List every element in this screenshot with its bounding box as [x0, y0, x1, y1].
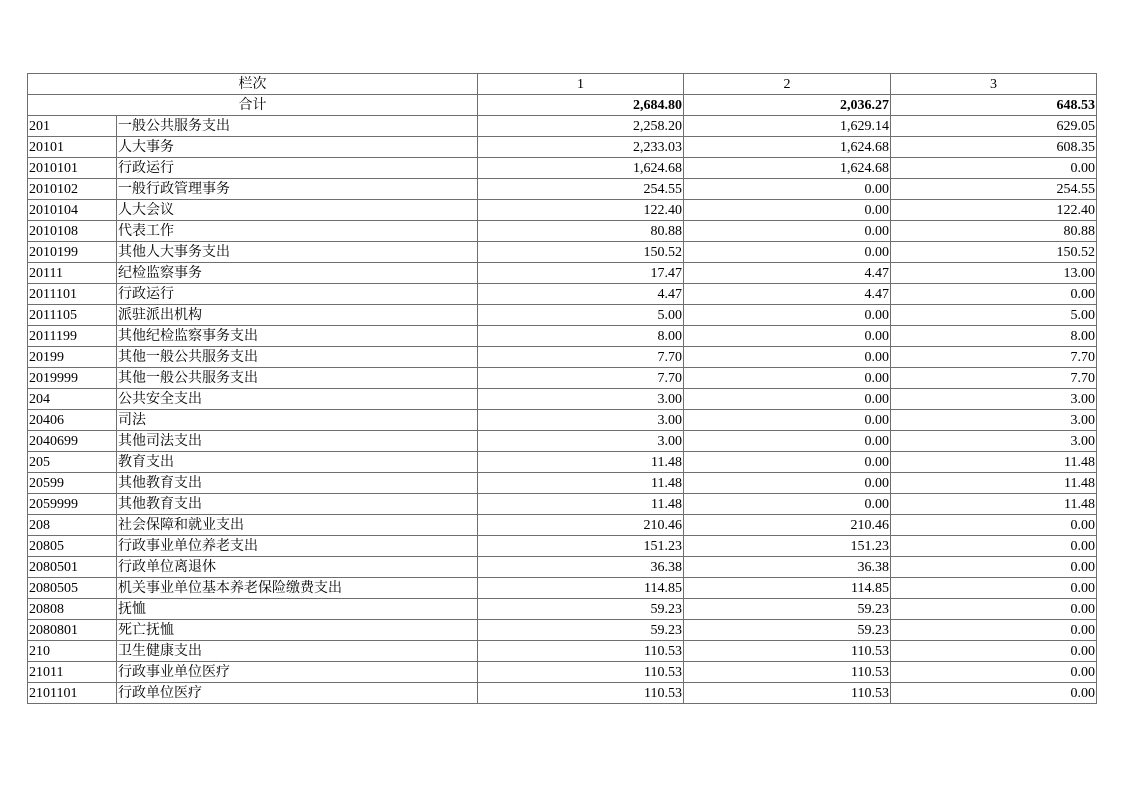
value-3-cell: 0.00	[891, 536, 1097, 557]
value-1-cell: 151.23	[478, 536, 684, 557]
table-row	[28, 326, 1097, 347]
code-cell: 2080801	[28, 620, 117, 641]
column-index-label: 栏次	[28, 74, 478, 95]
table-row	[28, 305, 1097, 326]
code-cell: 204	[28, 389, 117, 410]
column-index-2: 2	[684, 74, 891, 95]
table-row	[28, 200, 1097, 221]
table-row	[28, 620, 1097, 641]
table-row	[28, 683, 1097, 704]
value-2-cell: 4.47	[684, 263, 891, 284]
value-2-cell: 59.23	[684, 599, 891, 620]
table-row	[28, 389, 1097, 410]
code-cell: 201	[28, 116, 117, 137]
value-2-cell: 1,629.14	[684, 116, 891, 137]
value-3-cell: 608.35	[891, 137, 1097, 158]
total-value-3: 648.53	[891, 95, 1097, 116]
table-row	[28, 515, 1097, 536]
table-row	[28, 242, 1097, 263]
code-cell: 2101101	[28, 683, 117, 704]
value-3-cell: 0.00	[891, 284, 1097, 305]
name-cell: 公共安全支出	[117, 389, 478, 410]
table-row	[28, 221, 1097, 242]
value-3-cell: 8.00	[891, 326, 1097, 347]
value-3-cell: 3.00	[891, 431, 1097, 452]
name-cell: 其他纪检监察事务支出	[117, 326, 478, 347]
name-cell: 行政事业单位养老支出	[117, 536, 478, 557]
code-cell: 2011105	[28, 305, 117, 326]
value-1-cell: 114.85	[478, 578, 684, 599]
name-cell: 其他教育支出	[117, 473, 478, 494]
value-1-cell: 3.00	[478, 410, 684, 431]
value-2-cell: 4.47	[684, 284, 891, 305]
value-3-cell: 11.48	[891, 452, 1097, 473]
name-cell: 司法	[117, 410, 478, 431]
value-2-cell: 110.53	[684, 641, 891, 662]
name-cell: 纪检监察事务	[117, 263, 478, 284]
name-cell: 人大会议	[117, 200, 478, 221]
value-2-cell: 151.23	[684, 536, 891, 557]
code-cell: 20406	[28, 410, 117, 431]
value-3-cell: 11.48	[891, 494, 1097, 515]
value-1-cell: 3.00	[478, 389, 684, 410]
code-cell: 20808	[28, 599, 117, 620]
value-2-cell: 0.00	[684, 242, 891, 263]
value-1-cell: 122.40	[478, 200, 684, 221]
table-row	[28, 347, 1097, 368]
name-cell: 机关事业单位基本养老保险缴费支出	[117, 578, 478, 599]
total-label: 合计	[28, 95, 478, 116]
table-row	[28, 263, 1097, 284]
value-1-cell: 59.23	[478, 620, 684, 641]
name-cell: 行政事业单位医疗	[117, 662, 478, 683]
table-row	[28, 116, 1097, 137]
code-cell: 2080501	[28, 557, 117, 578]
value-3-cell: 0.00	[891, 158, 1097, 179]
code-cell: 2011101	[28, 284, 117, 305]
value-1-cell: 7.70	[478, 347, 684, 368]
value-3-cell: 80.88	[891, 221, 1097, 242]
value-3-cell: 254.55	[891, 179, 1097, 200]
table-row	[28, 137, 1097, 158]
name-cell: 行政运行	[117, 158, 478, 179]
value-3-cell: 11.48	[891, 473, 1097, 494]
value-3-cell: 0.00	[891, 620, 1097, 641]
value-2-cell: 0.00	[684, 200, 891, 221]
value-1-cell: 2,233.03	[478, 137, 684, 158]
code-cell: 2040699	[28, 431, 117, 452]
value-3-cell: 0.00	[891, 683, 1097, 704]
code-cell: 20805	[28, 536, 117, 557]
table-row	[28, 431, 1097, 452]
value-1-cell: 36.38	[478, 557, 684, 578]
value-1-cell: 11.48	[478, 494, 684, 515]
table-row	[28, 452, 1097, 473]
value-2-cell: 0.00	[684, 221, 891, 242]
table-row	[28, 557, 1097, 578]
name-cell: 死亡抚恤	[117, 620, 478, 641]
value-3-cell: 7.70	[891, 347, 1097, 368]
name-cell: 人大事务	[117, 137, 478, 158]
value-2-cell: 0.00	[684, 368, 891, 389]
table-row	[28, 641, 1097, 662]
code-cell: 2059999	[28, 494, 117, 515]
value-2-cell: 114.85	[684, 578, 891, 599]
value-2-cell: 36.38	[684, 557, 891, 578]
name-cell: 其他司法支出	[117, 431, 478, 452]
table-row	[28, 368, 1097, 389]
table-row	[28, 284, 1097, 305]
value-1-cell: 210.46	[478, 515, 684, 536]
table-row	[28, 599, 1097, 620]
value-3-cell: 7.70	[891, 368, 1097, 389]
code-cell: 2010104	[28, 200, 117, 221]
value-3-cell: 150.52	[891, 242, 1097, 263]
value-3-cell: 0.00	[891, 578, 1097, 599]
value-1-cell: 59.23	[478, 599, 684, 620]
code-cell: 21011	[28, 662, 117, 683]
name-cell: 行政运行	[117, 284, 478, 305]
name-cell: 行政单位离退休	[117, 557, 478, 578]
table-row	[28, 179, 1097, 200]
value-1-cell: 1,624.68	[478, 158, 684, 179]
value-2-cell: 0.00	[684, 305, 891, 326]
total-row	[28, 95, 1097, 116]
code-cell: 2080505	[28, 578, 117, 599]
value-2-cell: 0.00	[684, 452, 891, 473]
value-1-cell: 254.55	[478, 179, 684, 200]
code-cell: 20111	[28, 263, 117, 284]
value-1-cell: 2,258.20	[478, 116, 684, 137]
value-3-cell: 5.00	[891, 305, 1097, 326]
code-cell: 20599	[28, 473, 117, 494]
table-row	[28, 578, 1097, 599]
column-index-row	[28, 74, 1097, 95]
value-3-cell: 0.00	[891, 557, 1097, 578]
value-2-cell: 0.00	[684, 347, 891, 368]
value-3-cell: 3.00	[891, 410, 1097, 431]
table-row	[28, 494, 1097, 515]
total-value-1: 2,684.80	[478, 95, 684, 116]
value-3-cell: 3.00	[891, 389, 1097, 410]
code-cell: 20101	[28, 137, 117, 158]
value-1-cell: 4.47	[478, 284, 684, 305]
value-1-cell: 110.53	[478, 662, 684, 683]
value-1-cell: 3.00	[478, 431, 684, 452]
name-cell: 社会保障和就业支出	[117, 515, 478, 536]
value-2-cell: 110.53	[684, 662, 891, 683]
value-2-cell: 0.00	[684, 410, 891, 431]
value-3-cell: 13.00	[891, 263, 1097, 284]
value-1-cell: 150.52	[478, 242, 684, 263]
value-1-cell: 11.48	[478, 473, 684, 494]
table-row	[28, 410, 1097, 431]
value-1-cell: 5.00	[478, 305, 684, 326]
code-cell: 2010199	[28, 242, 117, 263]
code-cell: 205	[28, 452, 117, 473]
value-1-cell: 17.47	[478, 263, 684, 284]
table-row	[28, 158, 1097, 179]
value-1-cell: 8.00	[478, 326, 684, 347]
table-row	[28, 536, 1097, 557]
name-cell: 代表工作	[117, 221, 478, 242]
name-cell: 抚恤	[117, 599, 478, 620]
code-cell: 2010101	[28, 158, 117, 179]
code-cell: 20199	[28, 347, 117, 368]
name-cell: 其他人大事务支出	[117, 242, 478, 263]
name-cell: 其他一般公共服务支出	[117, 368, 478, 389]
value-3-cell: 0.00	[891, 641, 1097, 662]
name-cell: 其他一般公共服务支出	[117, 347, 478, 368]
value-2-cell: 0.00	[684, 473, 891, 494]
code-cell: 2010102	[28, 179, 117, 200]
value-3-cell: 0.00	[891, 662, 1097, 683]
value-2-cell: 0.00	[684, 326, 891, 347]
value-2-cell: 110.53	[684, 683, 891, 704]
value-2-cell: 210.46	[684, 515, 891, 536]
column-index-1: 1	[478, 74, 684, 95]
code-cell: 2011199	[28, 326, 117, 347]
value-2-cell: 0.00	[684, 389, 891, 410]
value-1-cell: 110.53	[478, 641, 684, 662]
value-2-cell: 0.00	[684, 431, 891, 452]
budget-table-body	[28, 74, 1097, 704]
value-2-cell: 0.00	[684, 494, 891, 515]
value-1-cell: 80.88	[478, 221, 684, 242]
total-value-2: 2,036.27	[684, 95, 891, 116]
value-3-cell: 0.00	[891, 599, 1097, 620]
code-cell: 2019999	[28, 368, 117, 389]
name-cell: 一般公共服务支出	[117, 116, 478, 137]
name-cell: 其他教育支出	[117, 494, 478, 515]
value-1-cell: 11.48	[478, 452, 684, 473]
value-2-cell: 59.23	[684, 620, 891, 641]
name-cell: 一般行政管理事务	[117, 179, 478, 200]
name-cell: 卫生健康支出	[117, 641, 478, 662]
code-cell: 2010108	[28, 221, 117, 242]
value-1-cell: 110.53	[478, 683, 684, 704]
code-cell: 208	[28, 515, 117, 536]
table-row	[28, 662, 1097, 683]
value-2-cell: 1,624.68	[684, 158, 891, 179]
table-row	[28, 473, 1097, 494]
value-2-cell: 0.00	[684, 179, 891, 200]
name-cell: 派驻派出机构	[117, 305, 478, 326]
budget-table	[27, 73, 1097, 704]
value-1-cell: 7.70	[478, 368, 684, 389]
column-index-3: 3	[891, 74, 1097, 95]
value-3-cell: 122.40	[891, 200, 1097, 221]
value-2-cell: 1,624.68	[684, 137, 891, 158]
value-3-cell: 0.00	[891, 515, 1097, 536]
name-cell: 教育支出	[117, 452, 478, 473]
value-3-cell: 629.05	[891, 116, 1097, 137]
name-cell: 行政单位医疗	[117, 683, 478, 704]
code-cell: 210	[28, 641, 117, 662]
